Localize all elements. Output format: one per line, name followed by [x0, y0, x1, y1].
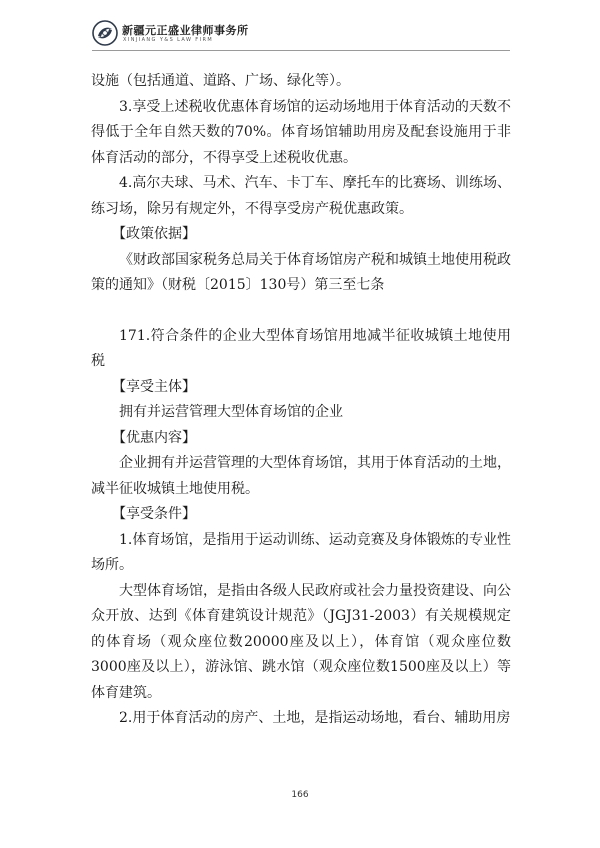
header-divider: [92, 50, 510, 51]
paragraph-condition-3: 3.享受上述税收优惠体育场馆的运动场地用于体育活动的天数不得低于全年自然天数的70%。体育场馆辅助用房及配套设施用于非体育活动的部分，不得享受上述税收优惠。: [91, 98, 511, 166]
page-number: 166: [291, 790, 309, 800]
paragraph-condition-1: 1.体育场馆，是指用于运动训练、运动竞赛及身体锻炼的专业性场所。: [91, 531, 511, 573]
heading-beneficiary: 【享受主体】: [112, 378, 196, 395]
heading-preferential-content: 【优惠内容】: [112, 429, 196, 446]
paragraph-beneficiary: 拥有并运营管理大型体育场馆的企业: [119, 404, 343, 420]
paragraph-condition-2: 2.用于体育活动的房产、土地，是指运动场地，看台、辅助用房: [119, 710, 511, 726]
document-body: [91, 69, 511, 732]
firm-name-cn: 新疆元正盛业律师事务所: [122, 24, 249, 37]
heading-conditions: 【享受条件】: [112, 506, 196, 522]
firm-name-en: XINJIANG Y&S LAW FIRM: [123, 37, 214, 43]
paragraph-large-venue-definition: 大型体育场馆，是指由各级人民政府或社会力量投资建设、向公众开放、达到《体育建筑设计规范》（JGJ31-2003）有关规模规定的体育场（观众座位数20000座及以上），体育馆（观众座位数3000座及以上），游泳馆、跳水馆（观众座位数1500座及以上）等体育建筑。: [91, 582, 511, 701]
paragraph-policy-citation: 《财政部国家税务总局关于体育场馆房产税和城镇土地使用税政策的通知》（财税〔2015〕130号）第三至七条: [91, 251, 511, 293]
firm-logo-icon: [92, 20, 118, 46]
heading-policy-basis: 【政策依据】: [112, 226, 196, 242]
paragraph-preferential-content: 企业拥有并运营管理的大型体育场馆，其用于体育活动的土地，减半征收城镇土地使用税。: [91, 455, 511, 497]
paragraph-facilities: 设施（包括通道、道路、广场、绿化等）。: [91, 73, 350, 89]
paragraph-condition-4: 4.高尔夫球、马术、汽车、卡丁车、摩托车的比赛场、训练场、练习场，除另有规定外，不得享受房产税优惠政策。: [91, 175, 511, 217]
section-title-171: 171.符合条件的企业大型体育场馆用地减半征收城镇土地使用税: [91, 327, 511, 369]
page-header: [92, 18, 512, 58]
